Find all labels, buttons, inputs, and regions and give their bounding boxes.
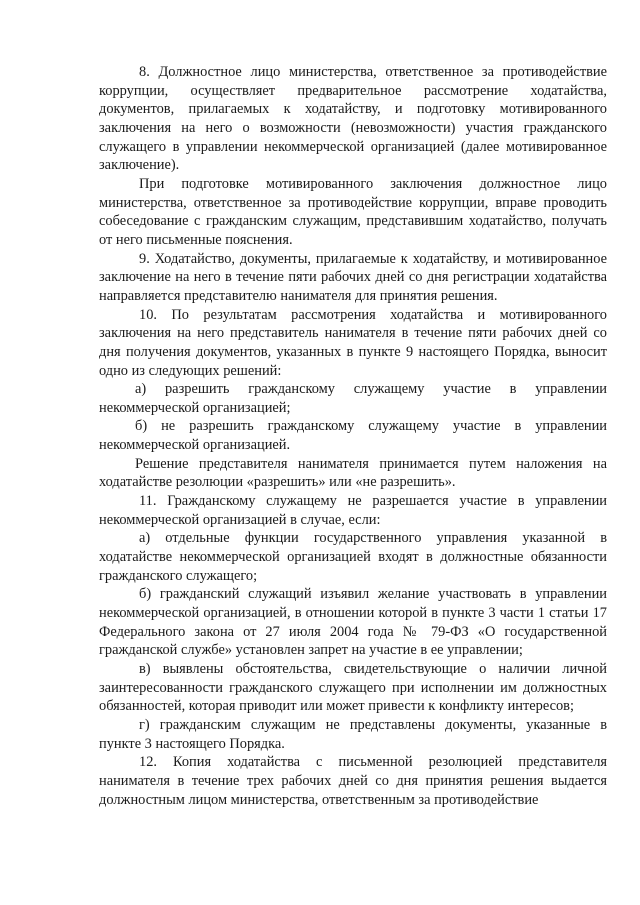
paragraph-10: 10. По результатам рассмотрения ходатайства и мотивированного заключения на него представитель нанимателя в течение пяти рабочих дней со дня получения документов, указанных в пункте 9 настоящего Порядка, выносит одно из следующих решений: [99, 306, 607, 379]
paragraph-10-option-b: б) не разрешить гражданскому служащему участие в управлении некоммерческой организацией. [99, 418, 607, 454]
paragraph-11-item-g: г) гражданским служащим не представлены документы, указанные в пункте 3 настоящего Порядка. [99, 716, 607, 752]
paragraph-11-item-a: а) отдельные функции государственного управления указанной в ходатайстве некоммерческой организацией входят в должностные обязанности гражданского служащего; [99, 530, 607, 584]
paragraph-10-option-a: а) разрешить гражданскому служащему участие в управлении некоммерческой организацией; [99, 381, 607, 416]
paragraph-11-item-v: в) выявлены обстоятельства, свидетельствующие о наличии личной заинтересованности гражданского служащего при исполнении им должностных обязанностей, которая приводит или может привести к конфликту интересов; [99, 661, 607, 715]
document-body [99, 63, 607, 809]
paragraph-8-continuation: При подготовке мотивированного заключения должностное лицо министерства, ответственное за противодействие коррупции, вправе проводить собеседование с гражданским служащим, представившим ходатайство, получать от него письменные пояснения. [99, 175, 607, 248]
paragraph-10-resolution: Решение представителя нанимателя принимается путем наложения на ходатайстве резолюции «разрешить» или «не разрешить». [99, 455, 607, 491]
paragraph-8: 8. Должностное лицо министерства, ответственное за противодействие коррупции, осуществляет предварительное рассмотрение ходатайства, документов, прилагаемых к ходатайству, и подготовку мотивированного заключения на него о возможности (невозможности) участия гражданского служащего в управлении некоммерческой организацией (далее мотивированное заключение). [99, 64, 607, 174]
paragraph-9: 9. Ходатайство, документы, прилагаемые к ходатайству, и мотивированное заключение на него в течение пяти рабочих дней со дня регистрации ходатайства направляется представителю нанимателя для принятия решения. [99, 250, 607, 304]
paragraph-11: 11. Гражданскому служащему не разрешается участие в управлении некоммерческой организацией в случае, если: [99, 493, 607, 528]
paragraph-12: 12. Копия ходатайства с письменной резолюцией представителя нанимателя в течение трех рабочих дней со дня принятия решения выдается должностным лицом министерства, ответственным за противодействие [99, 754, 607, 808]
paragraph-11-item-b: б) гражданский служащий изъявил желание участвовать в управлении некоммерческой организацией, в отношении которой в пункте 3 части 1 статьи 17 Федерального закона от 27 июля 2004 года № 79-ФЗ «О государственной гражданской службе» установлен запрет на участие в ее управлении; [99, 586, 607, 659]
